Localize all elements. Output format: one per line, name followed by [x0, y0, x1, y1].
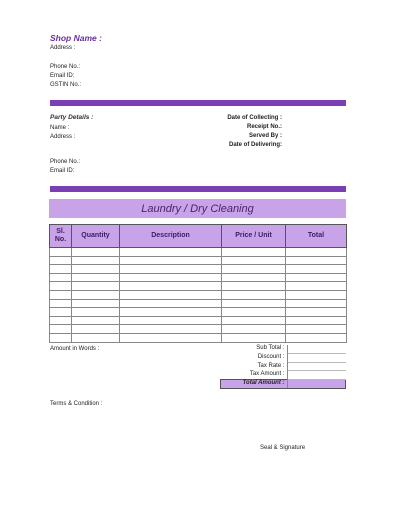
table-cell[interactable]: [222, 299, 286, 308]
shop-phone: Phone No.:: [50, 64, 81, 70]
party-email: Email ID:: [50, 168, 75, 174]
table-cell[interactable]: [72, 256, 120, 265]
terms-and-condition: Terms & Condition :: [50, 401, 103, 407]
amount-in-words: Amount in Words :: [50, 346, 100, 352]
table-cell[interactable]: [286, 308, 347, 317]
table-row: [50, 333, 347, 342]
table-row: [50, 256, 347, 265]
table-header-row: [50, 225, 347, 248]
table-cell[interactable]: [120, 290, 222, 299]
table-cell[interactable]: [50, 265, 72, 274]
table-cell[interactable]: [50, 290, 72, 299]
table-cell[interactable]: [72, 282, 120, 291]
table-cell[interactable]: [222, 265, 286, 274]
table-cell[interactable]: [120, 316, 222, 325]
table-cell[interactable]: [120, 265, 222, 274]
table-cell[interactable]: [286, 282, 347, 291]
shop-email: Email ID:: [50, 73, 75, 79]
total-amount-row: [221, 380, 346, 389]
table-cell[interactable]: [286, 299, 347, 308]
total-amount-value[interactable]: [287, 380, 346, 389]
served-by: Served By :: [248, 133, 282, 139]
table-cell[interactable]: [72, 265, 120, 274]
table-cell[interactable]: [286, 248, 347, 257]
table-cell[interactable]: [72, 308, 120, 317]
shop-address: Address :: [50, 45, 76, 51]
table-cell[interactable]: [222, 308, 286, 317]
divider-bar-bottom: [50, 186, 346, 192]
receipt-number: Receipt No.:: [246, 124, 282, 130]
table-cell[interactable]: [120, 333, 222, 342]
table-row: [50, 290, 347, 299]
table-cell[interactable]: [222, 282, 286, 291]
table-cell[interactable]: [50, 248, 72, 257]
sub-total-row: [221, 345, 346, 353]
table-cell[interactable]: [72, 333, 120, 342]
table-row: [50, 273, 347, 282]
table-cell[interactable]: [50, 273, 72, 282]
discount-value[interactable]: [287, 353, 346, 362]
table-cell[interactable]: [50, 299, 72, 308]
table-cell[interactable]: [120, 248, 222, 257]
table-cell[interactable]: [222, 273, 286, 282]
sub-total-value[interactable]: [287, 345, 346, 353]
table-cell[interactable]: [50, 325, 72, 334]
col-description: Description: [120, 225, 222, 248]
totals-table: [220, 345, 346, 389]
divider-bar-top: [50, 100, 346, 106]
table-row: [50, 265, 347, 274]
date-of-collecting: Date of Collecting :: [227, 115, 282, 121]
table-row: [50, 248, 347, 257]
table-cell[interactable]: [72, 248, 120, 257]
table-cell[interactable]: [222, 333, 286, 342]
tax-rate-label: Tax Rate :: [221, 362, 288, 371]
shop-gstin: GSTIN No.:: [50, 82, 82, 88]
col-total: Total: [286, 225, 347, 248]
table-cell[interactable]: [222, 316, 286, 325]
table-cell[interactable]: [286, 290, 347, 299]
table-cell[interactable]: [286, 273, 347, 282]
items-table: [49, 224, 347, 343]
tax-rate-row: [221, 362, 346, 371]
tax-amount-label: Tax Amount :: [221, 371, 288, 380]
col-quantity: Quantity: [72, 225, 120, 248]
table-cell[interactable]: [286, 333, 347, 342]
table-row: [50, 308, 347, 317]
discount-label: Discount :: [221, 353, 288, 362]
table-cell[interactable]: [50, 308, 72, 317]
table-cell[interactable]: [120, 308, 222, 317]
table-cell[interactable]: [50, 333, 72, 342]
table-cell[interactable]: [286, 256, 347, 265]
sub-total-label: Sub Total :: [221, 345, 288, 353]
date-of-delivering: Date of Delivering:: [228, 142, 282, 148]
table-cell[interactable]: [120, 256, 222, 265]
table-row: [50, 325, 347, 334]
discount-row: [221, 353, 346, 362]
party-phone: Phone No.:: [50, 159, 81, 165]
col-price-unit: Price / Unit: [222, 225, 286, 248]
col-sl-no: Sl. No.: [50, 225, 72, 248]
party-address: Address :: [50, 134, 76, 140]
shop-name-label: Shop Name :: [50, 33, 102, 43]
table-cell[interactable]: [50, 256, 72, 265]
seal-and-signature: Seal & Signature: [260, 445, 306, 451]
table-cell[interactable]: [120, 282, 222, 291]
table-cell[interactable]: [222, 325, 286, 334]
table-row: [50, 299, 347, 308]
tax-amount-value[interactable]: [287, 371, 346, 380]
table-cell[interactable]: [222, 248, 286, 257]
tax-amount-row: [221, 371, 346, 380]
table-cell[interactable]: [120, 299, 222, 308]
table-cell[interactable]: [120, 325, 222, 334]
document-title: Laundry / Dry Cleaning: [49, 199, 346, 218]
table-cell[interactable]: [286, 325, 347, 334]
party-name: Name :: [50, 125, 70, 131]
table-cell[interactable]: [50, 282, 72, 291]
table-cell[interactable]: [120, 273, 222, 282]
total-amount-label: Total Amount :: [221, 380, 288, 389]
table-cell[interactable]: [286, 265, 347, 274]
tax-rate-value[interactable]: [287, 362, 346, 371]
receipt-meta: [227, 114, 282, 150]
table-cell[interactable]: [222, 290, 286, 299]
table-cell[interactable]: [222, 256, 286, 265]
table-cell[interactable]: [72, 316, 120, 325]
table-row: [50, 316, 347, 325]
table-cell[interactable]: [286, 316, 347, 325]
table-row: [50, 282, 347, 291]
table-body: [50, 248, 347, 343]
table-cell[interactable]: [72, 273, 120, 282]
table-cell[interactable]: [72, 299, 120, 308]
table-cell[interactable]: [50, 316, 72, 325]
party-details-title: Party Details :: [50, 114, 94, 121]
table-cell[interactable]: [72, 325, 120, 334]
table-cell[interactable]: [72, 290, 120, 299]
